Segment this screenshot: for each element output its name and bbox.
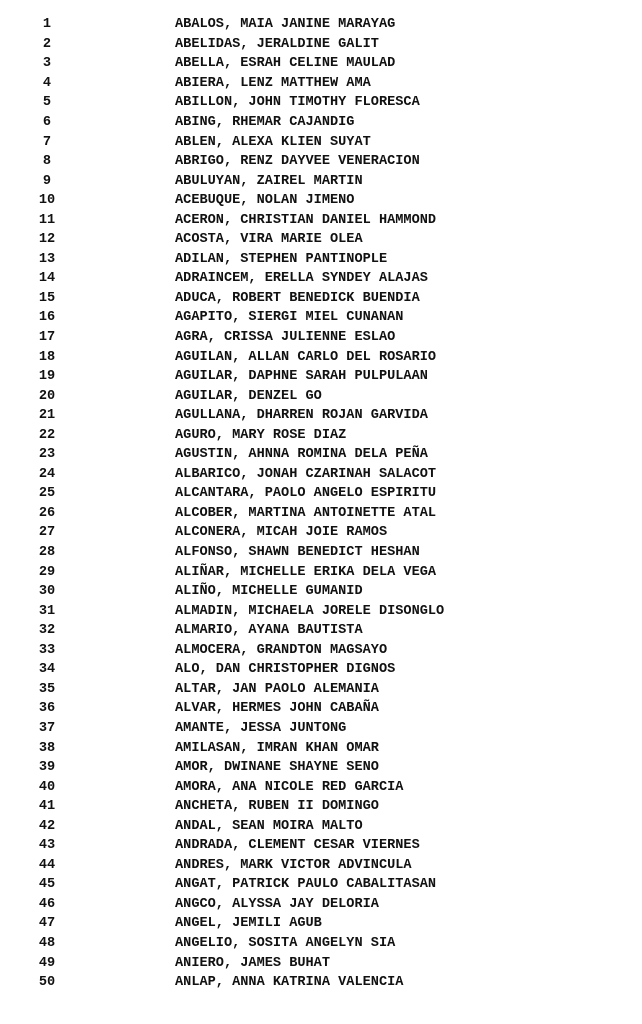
list-item bbox=[0, 289, 642, 309]
entry-name: ANCHETA, RUBEN II DOMINGO bbox=[175, 799, 379, 815]
entry-number: 46 bbox=[38, 896, 56, 912]
entry-name: ANGEL, JEMILI AGUB bbox=[175, 916, 322, 932]
list-item bbox=[0, 93, 642, 113]
entry-name: ALIÑAR, MICHELLE ERIKA DELA VEGA bbox=[175, 564, 437, 580]
list-item bbox=[0, 660, 642, 680]
entry-name: ALCANTARA, PAOLO ANGELO ESPIRITU bbox=[175, 486, 437, 502]
entry-name: ANDRADA, CLEMENT CESAR VIERNES bbox=[175, 838, 420, 854]
list-item bbox=[0, 132, 642, 152]
entry-number: 3 bbox=[42, 56, 52, 72]
list-item bbox=[0, 425, 642, 445]
list-item bbox=[0, 895, 642, 915]
list-item bbox=[0, 504, 642, 524]
list-item bbox=[0, 543, 642, 563]
entry-name: ABELIDAS, JERALDINE GALIT bbox=[175, 36, 379, 52]
entry-number: 38 bbox=[38, 740, 56, 756]
entry-number: 47 bbox=[38, 916, 56, 932]
entry-name: ALCOBER, MARTINA ANTOINETTE ATAL bbox=[175, 505, 437, 521]
entry-number: 33 bbox=[38, 642, 56, 658]
entry-name: ANGAT, PATRICK PAULO CABALITASAN bbox=[175, 877, 437, 893]
entry-name: ABILLON, JOHN TIMOTHY FLORESCA bbox=[175, 95, 420, 111]
list-item bbox=[0, 680, 642, 700]
list-item bbox=[0, 171, 642, 191]
entry-name: ALTAR, JAN PAOLO ALEMANIA bbox=[175, 681, 379, 697]
entry-name: AGUILAR, DENZEL GO bbox=[175, 388, 322, 404]
entry-number: 5 bbox=[42, 95, 52, 111]
entry-number: 49 bbox=[38, 955, 56, 971]
entry-name: AMORA, ANA NICOLE RED GARCIA bbox=[175, 779, 404, 795]
entry-name: AGURO, MARY ROSE DIAZ bbox=[175, 427, 347, 443]
entry-number: 2 bbox=[42, 36, 52, 52]
list-item bbox=[0, 15, 642, 35]
list-item bbox=[0, 152, 642, 172]
entry-number: 9 bbox=[42, 173, 52, 189]
entry-number: 31 bbox=[38, 603, 56, 619]
entry-name: ABRIGO, RENZ DAYVEE VENERACION bbox=[175, 154, 420, 170]
entry-number: 18 bbox=[38, 349, 56, 365]
list-item bbox=[0, 699, 642, 719]
entry-number: 10 bbox=[38, 193, 56, 209]
entry-name: ANGELIO, SOSITA ANGELYN SIA bbox=[175, 935, 396, 951]
entry-number: 30 bbox=[38, 584, 56, 600]
list-item bbox=[0, 210, 642, 230]
entry-name: ALVAR, HERMES JOHN CABAÑA bbox=[175, 701, 379, 717]
entry-name: ANDAL, SEAN MOIRA MALTO bbox=[175, 818, 363, 834]
entry-name: AMILASAN, IMRAN KHAN OMAR bbox=[175, 740, 379, 756]
entry-number: 6 bbox=[42, 115, 52, 130]
list-item bbox=[0, 738, 642, 758]
list-item bbox=[0, 875, 642, 895]
entry-number: 4 bbox=[42, 75, 52, 91]
list-item bbox=[0, 797, 642, 817]
entry-number: 15 bbox=[38, 290, 56, 306]
list-item bbox=[0, 250, 642, 270]
entry-number: 36 bbox=[38, 701, 56, 717]
entry-number: 39 bbox=[38, 760, 56, 776]
list-item bbox=[0, 973, 642, 993]
list-item bbox=[0, 562, 642, 582]
entry-number: 23 bbox=[38, 447, 56, 463]
list-item bbox=[0, 953, 642, 973]
entry-number: 32 bbox=[38, 623, 56, 639]
entry-number: 26 bbox=[38, 505, 56, 521]
entry-number: 29 bbox=[38, 564, 56, 580]
entry-name: ALMOCERA, GRANDTON MAGSAYO bbox=[175, 642, 388, 658]
entry-number: 43 bbox=[38, 838, 56, 854]
list-item bbox=[0, 308, 642, 328]
list-item bbox=[0, 367, 642, 387]
entry-name: ANGCO, ALYSSA JAY DELORIA bbox=[175, 896, 379, 912]
entry-number: 41 bbox=[38, 799, 56, 815]
entry-name: AGUILAN, ALLAN CARLO DEL ROSARIO bbox=[175, 349, 437, 365]
list-item bbox=[0, 758, 642, 778]
entry-number: 12 bbox=[38, 232, 56, 248]
entry-name: AGAPITO, SIERGI MIEL CUNANAN bbox=[175, 310, 404, 326]
list-item bbox=[0, 816, 642, 836]
list-item bbox=[0, 74, 642, 94]
entry-number: 22 bbox=[38, 427, 56, 443]
entry-number: 25 bbox=[38, 486, 56, 502]
list-item bbox=[0, 35, 642, 55]
list-item bbox=[0, 856, 642, 876]
entry-number: 27 bbox=[38, 525, 56, 541]
entry-name: ALO, DAN CHRISTOPHER DIGNOS bbox=[175, 662, 396, 678]
entry-name: ADUCA, ROBERT BENEDICK BUENDIA bbox=[175, 290, 420, 306]
entry-number: 42 bbox=[38, 818, 56, 834]
entry-number: 8 bbox=[42, 154, 52, 170]
list-item bbox=[0, 465, 642, 485]
entry-name: ABALOS, MAIA JANINE MARAYAG bbox=[175, 17, 396, 33]
entry-name: ALCONERA, MICAH JOIE RAMOS bbox=[175, 525, 388, 541]
entry-name: AGRA, CRISSA JULIENNE ESLAO bbox=[175, 330, 396, 346]
entry-number: 19 bbox=[38, 369, 56, 385]
list-item bbox=[0, 328, 642, 348]
list-item bbox=[0, 347, 642, 367]
entry-number: 13 bbox=[38, 251, 56, 267]
entry-number: 1 bbox=[42, 17, 52, 33]
entry-number: 34 bbox=[38, 662, 56, 678]
entry-name: AMOR, DWINANE SHAYNE SENO bbox=[175, 760, 379, 776]
list-item bbox=[0, 191, 642, 211]
list-item bbox=[0, 445, 642, 465]
entry-name: ALIÑO, MICHELLE GUMANID bbox=[175, 584, 363, 600]
entry-number: 21 bbox=[38, 408, 56, 424]
entry-name: ANIERO, JAMES BUHAT bbox=[175, 955, 330, 971]
list-item bbox=[0, 406, 642, 426]
entry-name: AGUILAR, DAPHNE SARAH PULPULAAN bbox=[175, 369, 428, 385]
entry-name: ADRAINCEM, ERELLA SYNDEY ALAJAS bbox=[175, 271, 428, 287]
entry-number: 48 bbox=[38, 935, 56, 951]
entry-number: 14 bbox=[38, 271, 56, 287]
list-item bbox=[0, 113, 642, 133]
entry-name: AGUSTIN, AHNNA ROMINA DELA PEÑA bbox=[175, 447, 428, 463]
entry-number: 17 bbox=[38, 330, 56, 346]
entry-name: ANDRES, MARK VICTOR ADVINCULA bbox=[175, 857, 412, 873]
list-item bbox=[0, 777, 642, 797]
entry-name: ABELLA, ESRAH CELINE MAULAD bbox=[175, 56, 396, 72]
entry-number: 7 bbox=[42, 134, 52, 150]
entry-number: 35 bbox=[38, 681, 56, 697]
entry-number: 40 bbox=[38, 779, 56, 795]
entry-number: 24 bbox=[38, 466, 56, 482]
entry-name: AMANTE, JESSA JUNTONG bbox=[175, 720, 347, 736]
list-item bbox=[0, 601, 642, 621]
entry-number: 37 bbox=[38, 720, 56, 736]
entry-name: AGULLANA, DHARREN ROJAN GARVIDA bbox=[175, 408, 428, 424]
entry-name: ACEBUQUE, NOLAN JIMENO bbox=[175, 193, 355, 209]
entry-name: ABULUYAN, ZAIREL MARTIN bbox=[175, 173, 363, 189]
list-item bbox=[0, 230, 642, 250]
list-item bbox=[0, 386, 642, 406]
list-item bbox=[0, 582, 642, 602]
name-list bbox=[0, 15, 642, 992]
list-item bbox=[0, 719, 642, 739]
list-item bbox=[0, 914, 642, 934]
list-item bbox=[0, 934, 642, 954]
entry-name: ALMARIO, AYANA BAUTISTA bbox=[175, 623, 363, 639]
entry-number: 50 bbox=[38, 975, 56, 991]
entry-name: ANLAP, ANNA KATRINA VALENCIA bbox=[175, 975, 404, 991]
entry-name: ACERON, CHRISTIAN DANIEL HAMMOND bbox=[175, 212, 437, 228]
entry-number: 45 bbox=[38, 877, 56, 893]
list-item bbox=[0, 54, 642, 74]
entry-name: ALBARICO, JONAH CZARINAH SALACOT bbox=[175, 466, 437, 482]
entry-name: ALFONSO, SHAWN BENEDICT HESHAN bbox=[175, 545, 420, 561]
list-item bbox=[0, 836, 642, 856]
entry-number: 16 bbox=[38, 310, 56, 326]
entry-name: ALMADIN, MICHAELA JORELE DISONGLO bbox=[175, 603, 445, 619]
entry-number: 44 bbox=[38, 857, 56, 873]
entry-name: ACOSTA, VIRA MARIE OLEA bbox=[175, 232, 363, 248]
entry-number: 28 bbox=[38, 545, 56, 561]
list-item bbox=[0, 621, 642, 641]
entry-number: 20 bbox=[38, 388, 56, 404]
entry-name: ABING, RHEMAR CAJANDIG bbox=[175, 115, 355, 130]
entry-name: ABLEN, ALEXA KLIEN SUYAT bbox=[175, 134, 371, 150]
entry-name: ADILAN, STEPHEN PANTINOPLE bbox=[175, 251, 388, 267]
list-item bbox=[0, 523, 642, 543]
list-item bbox=[0, 484, 642, 504]
entry-number: 11 bbox=[38, 212, 56, 228]
list-item bbox=[0, 641, 642, 661]
list-item bbox=[0, 269, 642, 289]
entry-name: ABIERA, LENZ MATTHEW AMA bbox=[175, 75, 371, 91]
